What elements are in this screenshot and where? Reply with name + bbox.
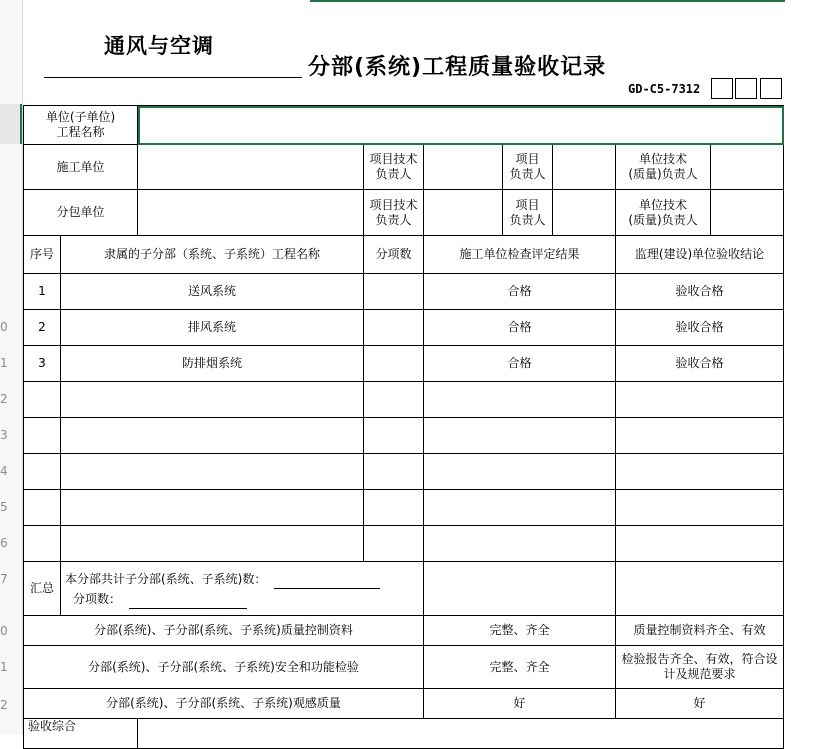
quality-result[interactable]: 好	[424, 689, 616, 719]
sub-tech-lead-cell[interactable]	[424, 190, 503, 236]
code-box-1[interactable]	[711, 78, 733, 99]
row-number[interactable]: 4	[0, 464, 8, 478]
table-row	[24, 490, 784, 526]
project-name-row	[24, 106, 784, 145]
row-number[interactable]: 5	[0, 500, 8, 514]
unit-name-cell[interactable]	[138, 106, 784, 145]
quality-row	[24, 689, 784, 719]
table-row	[24, 382, 784, 418]
quality-label: 分部(系统)、子分部(系统、子系统)观感质量	[24, 689, 424, 719]
row-name-cell[interactable]: 送风系统	[61, 274, 364, 310]
quality-conclusion[interactable]: 好	[616, 689, 784, 719]
row-count-cell[interactable]	[364, 418, 424, 454]
project-lead-cell[interactable]	[553, 145, 616, 190]
row-number[interactable]: 1	[0, 356, 8, 370]
row-conclusion-cell[interactable]	[616, 418, 784, 454]
row-no-cell[interactable]	[24, 418, 61, 454]
selection-top-border	[310, 0, 785, 2]
construction-unit-label: 施工单位	[24, 145, 138, 190]
row-no-cell[interactable]	[24, 490, 61, 526]
unit-tech-lead-label: 单位技术 (质量)负责人	[616, 145, 711, 190]
tech-lead-label: 项目技术 负责人	[364, 190, 424, 236]
row-number[interactable]: 0	[0, 624, 8, 638]
unit-name-label: 单位(子单位) 工程名称	[24, 106, 138, 145]
row-no-cell[interactable]: 1	[24, 274, 61, 310]
col-header-conclusion: 监理(建设)单位验收结论	[616, 236, 784, 274]
row-name-cell[interactable]	[61, 454, 364, 490]
row-name-cell[interactable]: 防排烟系统	[61, 346, 364, 382]
subcontract-unit-cell[interactable]	[138, 190, 364, 236]
row-number[interactable]: 2	[0, 698, 8, 712]
quality-row	[24, 646, 784, 689]
project-lead-label: 项目 负责人	[503, 145, 553, 190]
page-title[interactable]: 分部(系统)工程质量验收记录	[308, 55, 607, 80]
summary-result-cell[interactable]	[424, 562, 616, 616]
row-result-cell[interactable]: 合格	[424, 274, 616, 310]
summary-cell[interactable]	[61, 562, 424, 616]
row-conclusion-cell[interactable]: 验收合格	[616, 346, 784, 382]
summary-conclusion-cell[interactable]	[616, 562, 784, 616]
quality-label: 分部(系统)、子分部(系统、子系统)安全和功能检验	[24, 646, 424, 689]
summary-item-count-label: 分项数：	[73, 591, 122, 606]
row-count-cell[interactable]	[364, 382, 424, 418]
row-number[interactable]: 1	[0, 660, 8, 674]
row-name-cell[interactable]	[61, 490, 364, 526]
row-number[interactable]: 0	[0, 320, 8, 334]
unit-tech-lead-label: 单位技术 (质量)负责人	[616, 190, 711, 236]
tech-lead-label: 项目技术 负责人	[364, 145, 424, 190]
row-number[interactable]: 6	[0, 536, 8, 550]
quality-conclusion[interactable]: 质量控制资料齐全、有效	[616, 616, 784, 646]
col-header-result: 施工单位检查评定结果	[424, 236, 616, 274]
subpart-name[interactable]: 通风与空调	[104, 34, 214, 58]
row-name-cell[interactable]	[61, 526, 364, 562]
row-conclusion-cell[interactable]	[616, 526, 784, 562]
row-number[interactable]: 2	[0, 392, 8, 406]
table-row	[24, 526, 784, 562]
code-box-2[interactable]	[735, 78, 757, 99]
tech-lead-cell[interactable]	[424, 145, 503, 190]
row-result-cell[interactable]	[424, 490, 616, 526]
row-conclusion-cell[interactable]	[616, 454, 784, 490]
row-count-cell[interactable]	[364, 490, 424, 526]
quality-result[interactable]: 完整、齐全	[424, 616, 616, 646]
summary-row	[24, 562, 784, 616]
row-result-cell[interactable]	[424, 526, 616, 562]
quality-label: 分部(系统)、子分部(系统、子系统)质量控制资料	[24, 616, 424, 646]
project-lead-label: 项目 负责人	[503, 190, 553, 236]
column-header-row	[24, 236, 784, 274]
item-count-blank[interactable]	[129, 596, 247, 609]
col-header-count: 分项数	[364, 236, 424, 274]
row-count-cell[interactable]	[364, 346, 424, 382]
col-header-no: 序号	[24, 236, 61, 274]
row-count-cell[interactable]	[364, 454, 424, 490]
table-row	[24, 454, 784, 490]
row-no-cell[interactable]	[24, 526, 61, 562]
subcontract-unit-row	[24, 190, 784, 236]
code-box-3[interactable]	[760, 78, 782, 99]
row-name-cell[interactable]	[61, 418, 364, 454]
row-result-cell[interactable]	[424, 454, 616, 490]
row-name-cell[interactable]: 排风系统	[61, 310, 364, 346]
sub-project-lead-cell[interactable]	[553, 190, 616, 236]
sub-unit-tech-lead-cell[interactable]	[711, 190, 784, 236]
final-label: 验收综合	[24, 719, 138, 749]
row-name-cell[interactable]	[61, 382, 364, 418]
row-result-cell[interactable]: 合格	[424, 310, 616, 346]
subpart-count-blank[interactable]	[274, 576, 380, 589]
row-conclusion-cell[interactable]	[616, 490, 784, 526]
table-row	[24, 418, 784, 454]
row-result-cell[interactable]	[424, 382, 616, 418]
acceptance-form-table	[23, 105, 784, 749]
row-no-cell[interactable]: 2	[24, 310, 61, 346]
form-code[interactable]: GD-C5-7312	[628, 82, 701, 96]
selected-row-header[interactable]	[0, 104, 22, 144]
subpart-underline	[44, 77, 302, 78]
row-count-cell[interactable]	[364, 310, 424, 346]
row-count-cell[interactable]	[364, 526, 424, 562]
row-conclusion-cell[interactable]	[616, 382, 784, 418]
quality-row	[24, 616, 784, 646]
quality-conclusion[interactable]: 检验报告齐全、有效，符合设计及规范要求	[616, 646, 784, 689]
construction-unit-row	[24, 145, 784, 190]
table-row	[24, 274, 784, 310]
subcontract-unit-label: 分包单位	[24, 190, 138, 236]
col-header-name: 隶属的子分部（系统、子系统）工程名称	[61, 236, 364, 274]
row-no-cell[interactable]: 3	[24, 346, 61, 382]
row-no-cell[interactable]	[24, 382, 61, 418]
row-no-cell[interactable]	[24, 454, 61, 490]
quality-result[interactable]: 完整、齐全	[424, 646, 616, 689]
row-count-cell[interactable]	[364, 274, 424, 310]
unit-tech-lead-cell[interactable]	[711, 145, 784, 190]
row-conclusion-cell[interactable]: 验收合格	[616, 274, 784, 310]
row-conclusion-cell[interactable]: 验收合格	[616, 310, 784, 346]
table-row	[24, 310, 784, 346]
row-result-cell[interactable]: 合格	[424, 346, 616, 382]
row-result-cell[interactable]	[424, 418, 616, 454]
row-number[interactable]: 3	[0, 428, 8, 442]
row-number[interactable]: 7	[0, 572, 8, 586]
construction-unit-cell[interactable]	[138, 145, 364, 190]
summary-label: 汇总	[24, 562, 61, 616]
table-row	[24, 346, 784, 382]
summary-subpart-count-label: 本分部共计子分部(系统、子系统)数：	[65, 571, 267, 586]
